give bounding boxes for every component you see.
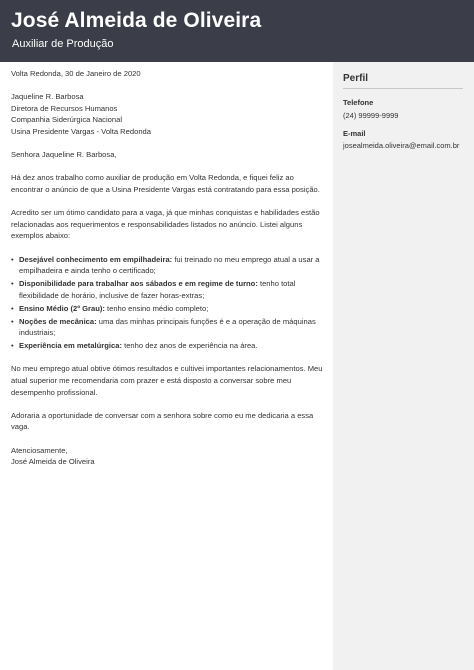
closing-phrase: Atenciosamente, xyxy=(11,445,68,455)
list-item xyxy=(11,316,324,339)
profile-divider xyxy=(343,88,463,89)
list-item xyxy=(11,340,324,352)
list-item-title: Disponibilidade para trabalhar aos sábados e em regime de turno: xyxy=(19,279,258,289)
recipient-address xyxy=(11,91,324,137)
job-title: Auxiliar de Produção xyxy=(12,38,114,50)
recipient-location: Usina Presidente Vargas - Volta Redonda xyxy=(11,126,152,136)
list-item-title: Noções de mecânica: xyxy=(19,316,97,326)
recipient-company: Companhia Siderúrgica Nacional xyxy=(11,115,123,125)
list-item-text: uma das minhas principais funções é e a operação de máquinas industriais; xyxy=(19,316,316,338)
paragraph-qualifications: Acredito ser um ótimo candidato para a vaga, já que minhas conquistas e habilidades estão relacionadas aos requerimentos e responsabilidades listados no anúncio. Listei alguns exemplos abaixo: xyxy=(11,208,320,241)
letter-body xyxy=(11,68,324,468)
place-date: Volta Redonda, 30 de Janeiro de 2020 xyxy=(11,69,141,78)
email-label: E-mail xyxy=(343,129,366,138)
applicant-name: José Almeida de Oliveira xyxy=(11,9,262,32)
qualifications-list xyxy=(11,254,324,352)
profile-sidebar xyxy=(333,62,474,670)
salutation: Senhora Jaqueline R. Barbosa, xyxy=(11,150,117,160)
list-item-title: Desejável conhecimento em empilhadeira: xyxy=(19,254,173,264)
list-item xyxy=(11,278,324,301)
bullet-icon: • xyxy=(11,341,14,351)
profile-heading: Perfil xyxy=(343,73,369,84)
email-value: josealmeida.oliveira@email.com.br xyxy=(343,141,460,150)
paragraph-intro: Há dez anos trabalho como auxiliar de produção em Volta Redonda, e fiquei feliz ao encontrar o anúncio de que a Usina Presidente Vargas está contratando para essa posição. xyxy=(11,173,320,194)
list-item-text: tenho dez anos de experiência na área. xyxy=(121,341,258,351)
list-item-title: Ensino Médio (2º Grau): xyxy=(19,303,105,313)
list-item-text: fui treinado no meu emprego atual a usar a empilhadeira e ainda tenho o certificado; xyxy=(19,254,320,276)
list-item-text: tenho total flexibilidade de horário, inclusive de fazer horas-extras; xyxy=(19,279,296,300)
list-item-text: tenho ensino médio completo; xyxy=(104,303,209,313)
header-bar xyxy=(0,0,474,62)
list-item xyxy=(11,303,324,315)
signature: José Almeida de Oliveira xyxy=(11,457,95,467)
paragraph-closing: Adoraria a oportunidade de conversar com a senhora sobre como eu me dedicaria a essa vaga. xyxy=(11,410,314,432)
bullet-icon: • xyxy=(11,279,14,289)
bullet-icon: • xyxy=(11,254,14,264)
paragraph-references: No meu emprego atual obtive ótimos resultados e cultivei importantes relacionamentos. Meu atual superior me recomendaria com prazer e está disposto a conversar sobre meu desempenho profissional. xyxy=(11,364,323,397)
recipient-role: Diretora de Recursos Humanos xyxy=(11,103,118,113)
phone-label: Telefone xyxy=(343,98,374,107)
bullet-icon: • xyxy=(11,316,14,326)
phone-value: (24) 99999-9999 xyxy=(343,111,399,120)
list-item-title: Experiência em metalúrgica: xyxy=(19,341,122,351)
list-item xyxy=(11,254,324,277)
recipient-name: Jaqueline R. Barbosa xyxy=(11,92,84,102)
bullet-icon: • xyxy=(11,303,14,313)
